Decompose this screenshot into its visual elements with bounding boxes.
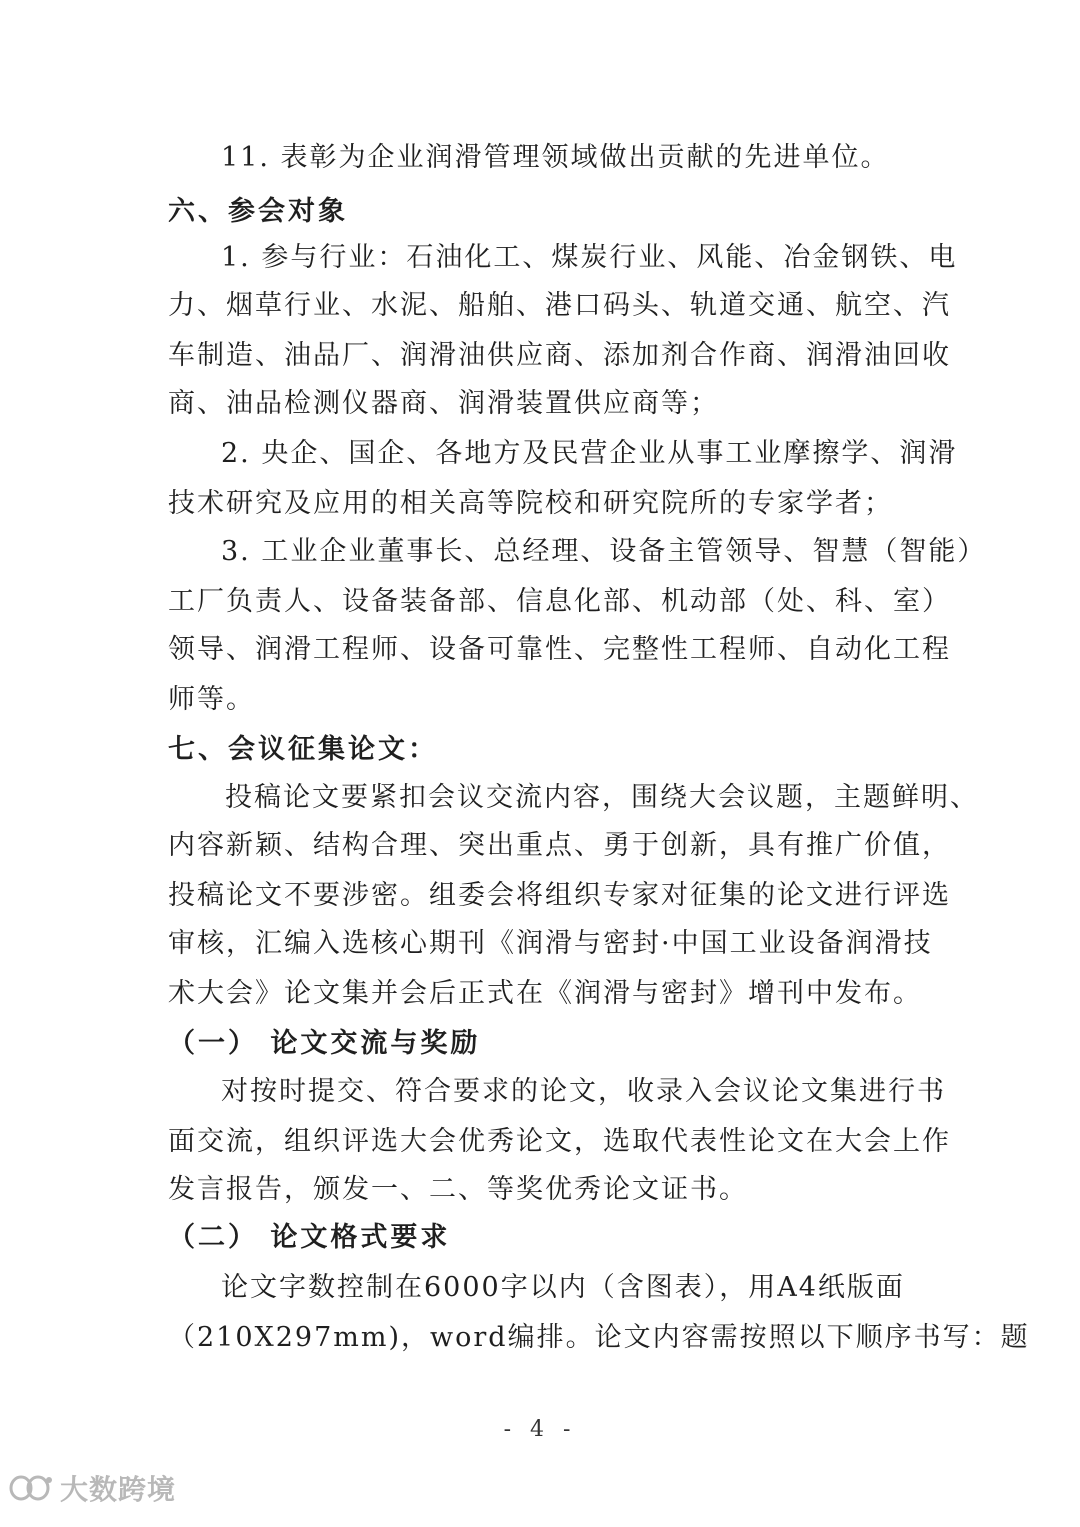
- watermark: [8, 1468, 176, 1508]
- body-line-7: 2. 央企、国企、各地方及民营企业从事工业摩擦学、润滑: [221, 438, 958, 469]
- body-line-8: 技术研究及应用的相关高等院校和研究院所的专家学者；: [168, 488, 893, 519]
- page-number: - 4 -: [503, 1417, 577, 1442]
- body-line-6: 商、油品检测仪器商、润滑装置供应商等；: [168, 388, 719, 419]
- body-line-21: 面交流，组织评选大会优秀论文，选取代表性论文在大会上作: [168, 1126, 951, 1157]
- body-line-5: 车制造、油品厂、润滑油供应商、添加剂合作商、润滑油回收: [168, 340, 951, 371]
- body-line-17: 审核，汇编入选核心期刊《润滑与密封·中国工业设备润滑技: [168, 928, 933, 959]
- body-line-15: 内容新颖、结构合理、突出重点、勇于创新，具有推广价值，: [168, 830, 951, 861]
- body-line-12: 师等。: [168, 684, 255, 715]
- logo-icon: [8, 1471, 54, 1505]
- body-line-11: 领导、润滑工程师、设备可靠性、完整性工程师、自动化工程: [168, 634, 951, 665]
- section-heading-6: 六、参会对象: [168, 196, 348, 227]
- body-line-24: 论文字数控制在6000字以内（含图表），用A4纸版面: [221, 1272, 905, 1303]
- body-line-1: 11. 表彰为企业润滑管理领域做出贡献的先进单位。: [221, 142, 890, 173]
- watermark-text: 大数跨境: [60, 1473, 177, 1506]
- body-line-9: 3. 工业企业董事长、总经理、设备主管领导、智慧（智能）: [221, 536, 987, 567]
- sub-heading-2: （二） 论文格式要求: [168, 1222, 451, 1253]
- body-line-3: 1. 参与行业：石油化工、煤炭行业、风能、冶金钢铁、电: [221, 242, 958, 273]
- body-line-16: 投稿论文不要涉密。组委会将组织专家对征集的论文进行评选: [168, 880, 951, 911]
- body-line-10: 工厂负责人、设备装备部、信息化部、机动部（处、科、室）: [168, 586, 951, 617]
- body-line-18: 术大会》论文集并会后正式在《润滑与密封》增刊中发布。: [168, 978, 922, 1009]
- body-line-22: 发言报告，颁发一、二、等奖优秀论文证书。: [168, 1174, 748, 1205]
- body-line-14: 投稿论文要紧扣会议交流内容，围绕大会议题，主题鲜明、: [225, 782, 979, 813]
- section-heading-7: 七、会议征集论文：: [168, 734, 438, 765]
- body-line-25: （210X297mm)，word编排。论文内容需按照以下顺序书写：题: [168, 1322, 1030, 1353]
- body-line-20: 对按时提交、符合要求的论文，收录入会议论文集进行书: [221, 1076, 946, 1107]
- body-line-4: 力、烟草行业、水泥、船舶、港口码头、轨道交通、航空、汽: [168, 290, 951, 321]
- sub-heading-1: （一） 论文交流与奖励: [168, 1028, 481, 1059]
